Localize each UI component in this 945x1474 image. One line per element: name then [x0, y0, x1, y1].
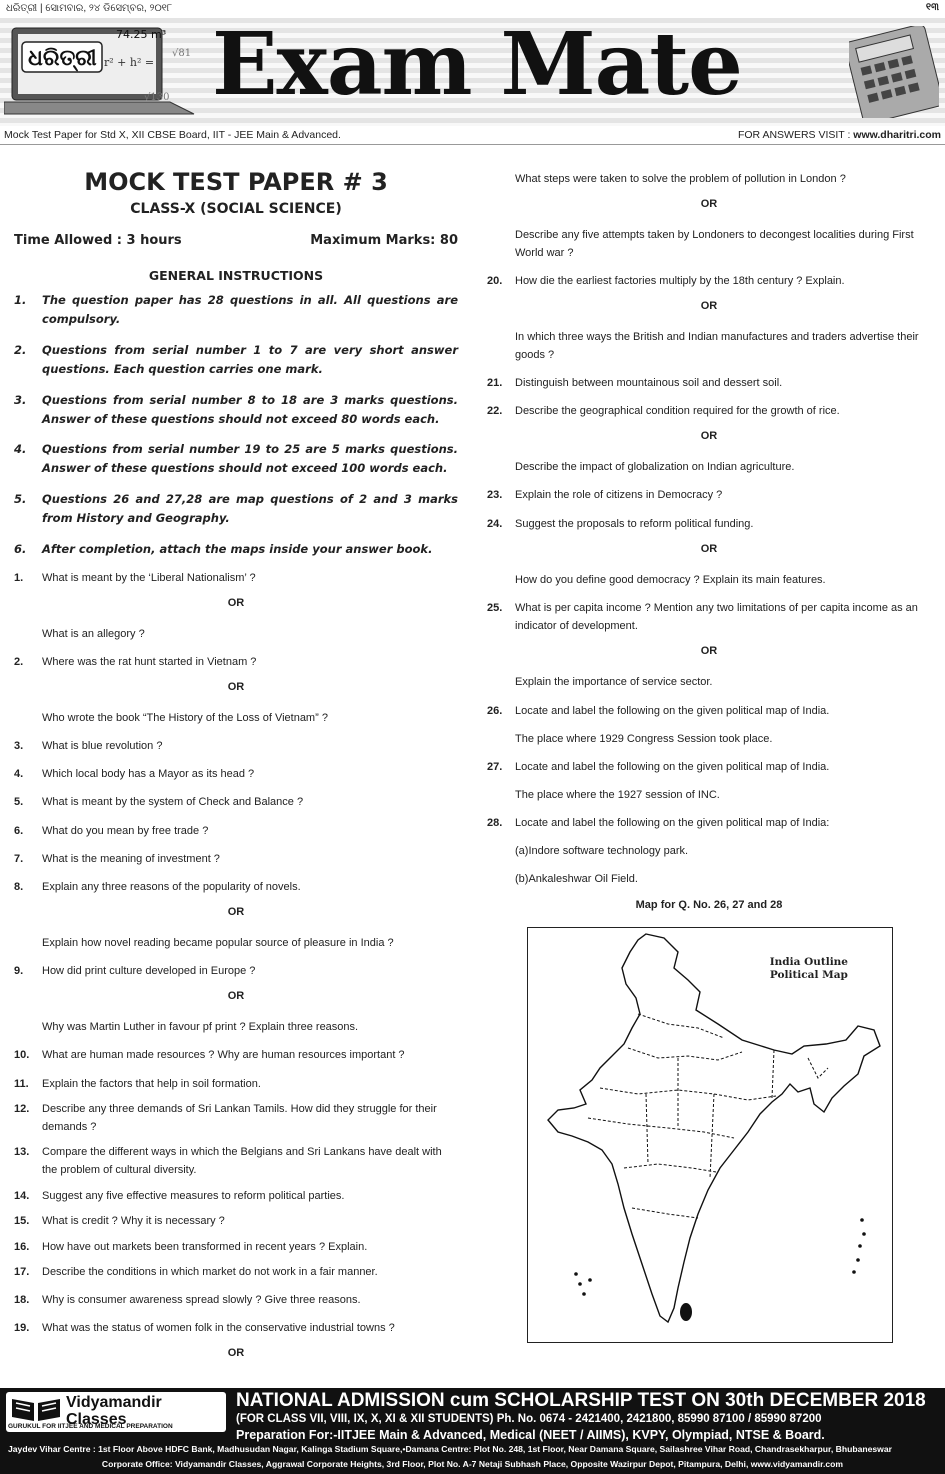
question-item — [14, 878, 458, 896]
question-item — [487, 170, 931, 188]
question-text: What was the status of women folk in the conservative industrial towns ? — [42, 1322, 395, 1334]
question-number: 22. — [487, 405, 503, 417]
question-number: 19. — [14, 1322, 30, 1334]
or-separator: OR — [700, 430, 718, 442]
instruction-number: 1. — [14, 293, 27, 307]
question-number: 28. — [487, 817, 503, 829]
question-text: Where was the rat hunt started in Vietnam ? — [42, 656, 257, 668]
question-text: What do you mean by free trade ? — [42, 825, 209, 837]
question-number: 23. — [487, 489, 503, 501]
question-item — [14, 822, 458, 840]
india-outline-svg — [528, 928, 892, 1342]
question-text: Locate and label the following on the given political map of India. — [515, 761, 830, 773]
question-number: 1. — [14, 572, 24, 584]
or-separator: OR — [227, 906, 245, 918]
question-number: 4. — [14, 768, 24, 780]
question-item — [14, 625, 458, 643]
question-text: Who wrote the book “The History of the Loss of Vietnam” ? — [42, 712, 328, 724]
india-outline-map — [527, 927, 893, 1343]
question-number: 16. — [14, 1241, 30, 1253]
instruction-number: 3. — [14, 393, 27, 407]
question-text: Compare the different ways in which the Belgians and Sri Lankans have dealt with the problem of cultural diversity. — [42, 1146, 442, 1176]
question-number: 18. — [14, 1294, 30, 1306]
svg-text:r² + h² =: r² + h² = — [104, 56, 155, 69]
instruction-text: Questions from serial number 8 to 18 are 3 marks questions. Answer of these questions should not exceed 80 words each. — [42, 393, 458, 426]
logo-text: ଧରିତ୍ରୀ — [28, 46, 97, 71]
question-text: In which three ways the British and Indian manufactures and traders advertise their goods ? — [515, 331, 919, 361]
book-icon — [10, 1395, 62, 1423]
question-item — [487, 571, 931, 589]
question-item — [487, 786, 931, 804]
vidyamandir-logo — [6, 1392, 226, 1432]
svg-text:√130: √130 — [144, 92, 170, 103]
question-number: 17. — [14, 1266, 30, 1278]
instruction-number: 2. — [14, 343, 27, 357]
logo-name-line1: Vidyamandir — [66, 1394, 162, 1411]
question-text: What is meant by the ‘Liberal Nationalism’ ? — [42, 572, 256, 584]
question-item — [487, 758, 931, 776]
question-text: Suggest any five effective measures to reform political parties. — [42, 1190, 345, 1202]
question-item — [14, 1238, 458, 1256]
question-item — [14, 737, 458, 755]
instruction-text: Questions from serial number 1 to 7 are very short answer questions. Each question carries one mark. — [42, 343, 458, 376]
question-text: What is blue revolution ? — [42, 740, 163, 752]
question-text: Describe the conditions in which market do not work in a fair manner. — [42, 1266, 378, 1278]
question-item — [14, 1143, 458, 1179]
maximum-marks: Maximum Marks: 80 — [310, 233, 458, 248]
question-text: What is per capita income ? Mention any two limitations of per capita income as an indicator of development. — [515, 602, 918, 632]
question-item — [14, 1319, 458, 1337]
page-number: ୧୩ — [925, 2, 939, 13]
logo-name-line2: Classes — [66, 1411, 127, 1428]
masthead — [0, 14, 945, 126]
instruction-number: 6. — [14, 542, 27, 556]
question-item — [487, 402, 931, 420]
laptop-illustration — [4, 24, 209, 116]
question-number: 14. — [14, 1190, 30, 1202]
question-number: 15. — [14, 1215, 30, 1227]
question-text: How die the earliest factories multiply by the 18th century ? Explain. — [515, 275, 845, 287]
instruction-item — [14, 391, 458, 429]
question-number: 24. — [487, 518, 503, 530]
instruction-item — [14, 440, 458, 478]
question-item — [487, 272, 931, 290]
question-text: (b)Ankaleshwar Oil Field. — [515, 873, 638, 885]
or-separator: OR — [700, 198, 718, 210]
question-item — [487, 814, 931, 832]
question-text: What is meant by the system of Check and Balance ? — [42, 796, 304, 808]
question-text: Why was Martin Luther in favour pf print ? Explain three reasons. — [42, 1021, 359, 1033]
question-item — [14, 653, 458, 671]
question-text: What is credit ? Why it is necessary ? — [42, 1215, 225, 1227]
question-item — [487, 842, 931, 860]
question-item — [14, 934, 458, 952]
question-text: Locate and label the following on the given political map of India. — [515, 705, 830, 717]
question-number: 9. — [14, 965, 24, 977]
answers-prefix: FOR ANSWERS VISIT : — [737, 129, 854, 141]
question-number: 2. — [14, 656, 24, 668]
or-separator: OR — [700, 300, 718, 312]
question-number: 7. — [14, 853, 24, 865]
question-item — [487, 870, 931, 888]
or-separator: OR — [227, 990, 245, 1002]
question-item — [487, 374, 931, 392]
question-number: 26. — [487, 705, 503, 717]
question-text: Distinguish between mountainous soil and dessert soil. — [515, 377, 783, 389]
instructions-heading: GENERAL INSTRUCTIONS — [148, 268, 324, 283]
time-allowed: Time Allowed : 3 hours — [14, 233, 182, 248]
question-item — [487, 458, 931, 476]
svg-text:√81: √81 — [172, 48, 192, 59]
or-separator: OR — [227, 1347, 245, 1359]
question-item — [14, 1291, 458, 1309]
question-item — [14, 1100, 458, 1136]
footer-centres: Jaydev Vihar Centre : 1st Floor Above HDFC Bank, Madhusudan Nagar, Kalinga Stadium Square,•Damana Centre: Plot No. 248, 1st Floor, Near Damana Square, Sailashree Vihar Road, Chandrasekharpur, Bhubaneswar — [8, 1444, 892, 1454]
date-line: ଧରିତ୍ରୀ | ସୋମବାର, ୨୪ ଡିସେମ୍ବର, ୨୦୧୮ — [6, 3, 173, 14]
question-text: What are human made resources ? Why are human resources important ? — [42, 1049, 405, 1061]
footer-preparation: Preparation For:-IITJEE Main & Advanced, Medical (NEET / AIIMS), KVPY, Olympiad, NTSE & Board. — [236, 1428, 825, 1442]
question-item — [14, 850, 458, 868]
question-number: 3. — [14, 740, 24, 752]
question-text: What steps were taken to solve the problem of pollution in London ? — [515, 173, 846, 185]
answers-link-line — [738, 129, 941, 141]
question-item — [14, 1212, 458, 1230]
instruction-text: Questions from serial number 19 to 25 are 5 marks questions. Answer of these questions should not exceed 100 words each. — [42, 442, 458, 475]
question-item — [14, 1263, 458, 1281]
question-text: What is an allegory ? — [42, 628, 145, 640]
question-text: What is the meaning of investment ? — [42, 853, 220, 865]
question-item — [487, 702, 931, 720]
instruction-text: After completion, attach the maps inside your answer book. — [42, 542, 433, 556]
question-item — [487, 673, 931, 691]
map-label-line1: India Outline — [769, 956, 848, 968]
question-text: How do you define good democracy ? Explain its main features. — [515, 574, 826, 586]
question-text: The place where the 1927 session of INC. — [515, 789, 720, 801]
answers-website-link[interactable]: www.dharitri.com — [853, 129, 941, 141]
question-text: The place where 1929 Congress Session took place. — [515, 733, 773, 745]
question-number: 6. — [14, 825, 24, 837]
question-number: 5. — [14, 796, 24, 808]
question-item — [14, 962, 458, 980]
question-text: (a)Indore software technology park. — [515, 845, 689, 857]
footer-headline: NATIONAL ADMISSION cum SCHOLARSHIP TEST ON 30th DECEMBER 2018 — [236, 1390, 926, 1411]
question-text: Describe the geographical condition required for the growth of rice. — [515, 405, 840, 417]
map-title: Map for Q. No. 26, 27 and 28 — [635, 899, 783, 911]
svg-text:74.25 m³: 74.25 m³ — [116, 28, 167, 41]
question-number: 12. — [14, 1103, 30, 1115]
question-text: Why is consumer awareness spread slowly ? Give three reasons. — [42, 1294, 361, 1306]
question-number: 8. — [14, 881, 24, 893]
question-number: 13. — [14, 1146, 30, 1158]
question-item — [14, 709, 458, 727]
instruction-item — [14, 291, 458, 329]
instruction-item — [14, 540, 458, 559]
or-separator: OR — [700, 543, 718, 555]
or-separator: OR — [227, 597, 245, 609]
question-item — [487, 486, 931, 504]
question-text: How have out markets been transformed in recent years ? Explain. — [42, 1241, 368, 1253]
footer-advertisement — [0, 1388, 945, 1474]
or-separator: OR — [700, 645, 718, 657]
map-label-line2: Political Map — [769, 969, 848, 981]
question-text: Explain any three reasons of the popularity of novels. — [42, 881, 301, 893]
time-marks-line — [14, 233, 458, 248]
footer-eligibility-phone: (FOR CLASS VII, VIII, IX, X, XI & XII STUDENTS) Ph. No. 0674 - 2421400, 2421800, 85990 87100 / 85990 87200 — [236, 1413, 822, 1425]
instruction-text: Questions 26 and 27,28 are map questions of 2 and 3 marks from History and Geography. — [42, 492, 458, 525]
question-item — [14, 793, 458, 811]
calculator-illustration — [849, 26, 939, 118]
paper-title: MOCK TEST PAPER # 3 — [84, 168, 388, 196]
question-number: 21. — [487, 377, 503, 389]
instruction-number: 4. — [14, 442, 27, 456]
question-text: Explain the factors that help in soil formation. — [42, 1078, 261, 1090]
logo-tagline: GURUKUL FOR IITJEE AND MEDICAL PREPARATION — [8, 1423, 173, 1430]
tagline-left: Mock Test Paper for Std X, XII CBSE Board, IIT - JEE Main & Advanced. — [4, 129, 341, 141]
paper-class: CLASS-X (SOCIAL SCIENCE) — [130, 201, 342, 217]
question-text: Explain how novel reading became popular source of pleasure in India ? — [42, 937, 394, 949]
question-item — [487, 599, 931, 635]
question-item — [14, 1046, 458, 1064]
question-text: How did print culture developed in Europe ? — [42, 965, 256, 977]
question-item — [487, 515, 931, 533]
question-number: 10. — [14, 1049, 30, 1061]
question-number: 20. — [487, 275, 503, 287]
map-label — [770, 956, 848, 982]
question-item — [14, 569, 458, 587]
question-number: 27. — [487, 761, 503, 773]
question-item — [14, 1018, 458, 1036]
question-number: 25. — [487, 602, 503, 614]
tagline-bar — [0, 126, 945, 145]
question-text: Describe any five attempts taken by Londoners to decongest localities during First World war ? — [515, 229, 914, 259]
instruction-text: The question paper has 28 questions in all. All questions are compulsory. — [42, 293, 458, 326]
question-item — [14, 1075, 458, 1093]
question-text: Describe any three demands of Sri Lankan Tamils. How did they struggle for their demands ? — [42, 1103, 437, 1133]
question-item — [487, 328, 931, 364]
instruction-item — [14, 341, 458, 379]
footer-corporate-office: Corporate Office: Vidyamandir Classes, Aggrawal Corporate Heights, 3rd Floor, Plot No. A-7 Netaji Subhash Place, Opposite Wazirpur Depot, Pitampura, Delhi, www.vidyamandir.com — [101, 1459, 844, 1469]
question-text: Suggest the proposals to reform political funding. — [515, 518, 754, 530]
question-item — [14, 1187, 458, 1205]
question-item — [487, 226, 931, 262]
question-item — [14, 765, 458, 783]
or-separator: OR — [227, 681, 245, 693]
question-text: Explain the role of citizens in Democracy ? — [515, 489, 723, 501]
question-text: Describe the impact of globalization on Indian agriculture. — [515, 461, 795, 473]
question-number: 11. — [14, 1078, 29, 1090]
question-text: Locate and label the following on the given political map of India: — [515, 817, 830, 829]
question-text: Explain the importance of service sector. — [515, 676, 713, 688]
instruction-item — [14, 490, 458, 528]
question-item — [487, 730, 931, 748]
instruction-number: 5. — [14, 492, 27, 506]
masthead-title: Exam Mate — [212, 14, 742, 115]
question-text: Which local body has a Mayor as its head ? — [42, 768, 255, 780]
